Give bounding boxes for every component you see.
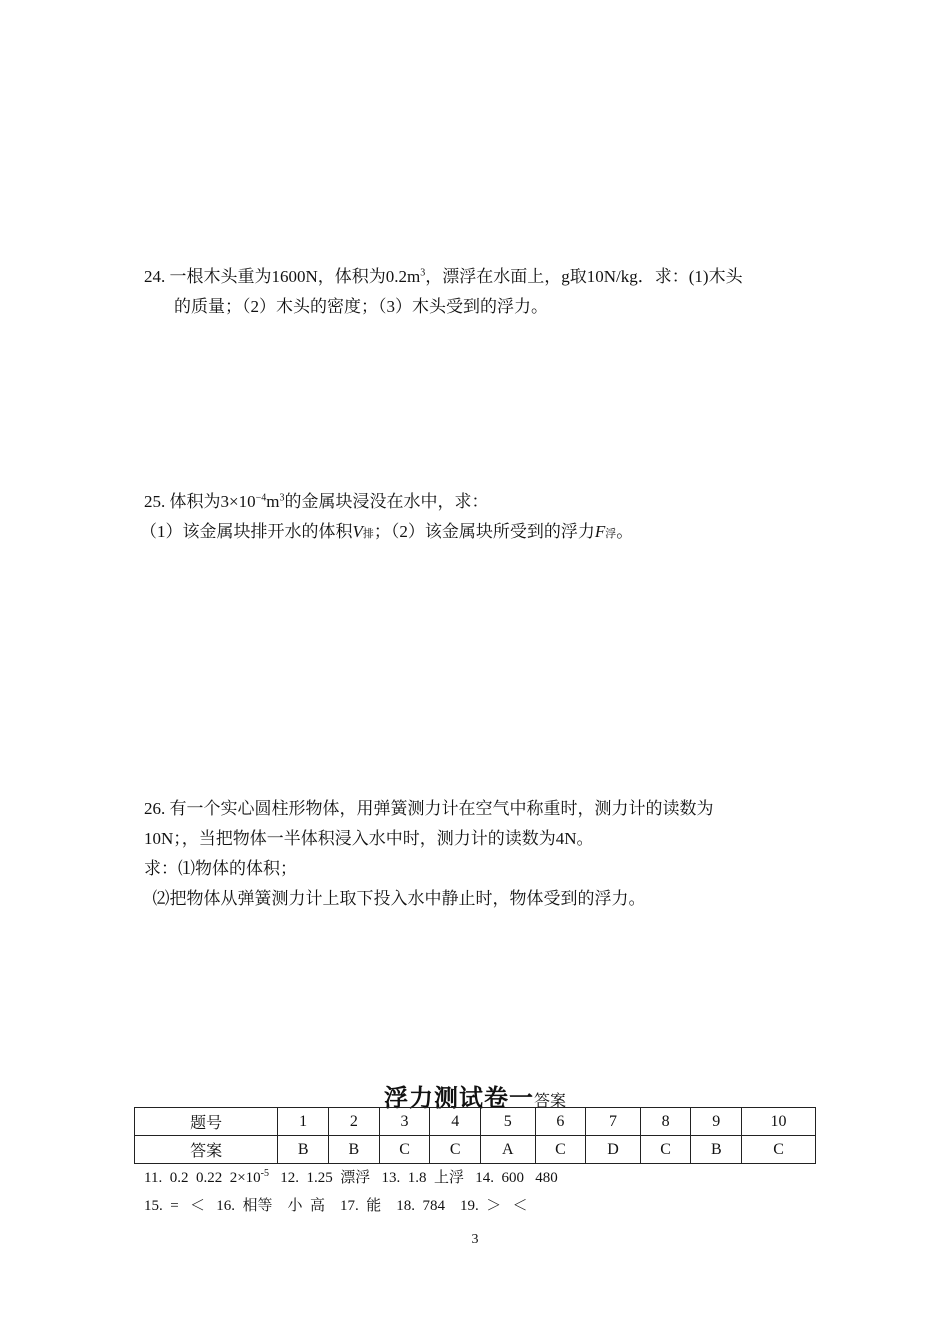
question-26-line1: 26. 有一个实心圆柱形物体，用弹簧测力计在空气中称重时，测力计的读数为 [144,799,714,818]
q24-sup: 3 [420,267,426,279]
table-cell: 10 [742,1108,816,1136]
table-cell: C [430,1136,481,1164]
table-cell: D [586,1136,641,1164]
question-25 [140,487,824,549]
question-26-line4: ⑵把物体从弹簧测力计上取下投入水中静止时，物体受到的浮力。 [144,889,646,908]
q25-period: 。 [616,522,634,541]
question-26-line3: 求：⑴物体的体积； [144,859,297,878]
question-26-line2: 10N；，当把物体一半体积浸入水中时，测力计的读数为4N。 [144,829,594,848]
answer-line-11-14 [144,1165,558,1191]
q25-part1: （1）该金属块排开水的体积 [140,522,353,541]
table-cell: 2 [329,1108,380,1136]
answer-table-row-numbers [135,1108,816,1136]
answer-line-11-14-sup: -5 [260,1168,269,1179]
table-cell: C [640,1136,691,1164]
question-24-line1 [144,262,824,292]
answer-line-11-14-b: 12. 1.25 漂浮 13. 1.8 上浮 14. 600 480 [269,1170,558,1186]
q25-part2: ；（2）该金属块所受到的浮力 [373,522,595,541]
q25-sup2: 3 [279,492,285,504]
page-number: 3 [471,1232,479,1247]
answer-line-15-19: 15. = ＜ 16. 相等 小 高 17. 能 18. 784 19. ＞ ＜ [144,1198,528,1214]
table-cell: 4 [430,1108,481,1136]
answer-line-11-14-a: 11. 0.2 0.22 2×10 [144,1170,261,1186]
table-cell: A [481,1136,536,1164]
table-cell: C [535,1136,586,1164]
q24-text-b: ，漂浮在水面上，g取10N/kg．求：(1)木头 [425,267,743,286]
table-cell: 1 [278,1108,329,1136]
table-cell: 5 [481,1108,536,1136]
q25-v-symbol: V [352,522,363,541]
question-24 [144,262,824,322]
question-24-line2: 的质量；（2）木头的密度；（3）木头受到的浮力。 [174,297,548,316]
answer-table-row-answers [135,1136,816,1164]
table-cell: B [329,1136,380,1164]
q25-text-a: 25. 体积为3×10 [144,492,256,511]
table-cell: B [691,1136,742,1164]
table-cell: 8 [640,1108,691,1136]
table-cell: 7 [586,1108,641,1136]
answer-table [134,1107,816,1164]
q25-f-sub: 浮 [605,528,617,540]
table-cell: 6 [535,1108,586,1136]
table-cell: B [278,1136,329,1164]
table-cell: 9 [691,1108,742,1136]
question-25-line2 [140,517,824,549]
answer-title-main: 浮力测试卷一 [383,1084,534,1112]
question-25-line1 [144,487,824,517]
q25-v-sub: 排 [362,528,374,540]
q25-text-c: 的金属块浸没在水中，求： [284,492,489,511]
answer-title-suffix: 答案 [533,1093,566,1110]
question-26 [144,794,824,914]
q25-sup1: −4 [255,492,267,504]
q24-text-a: 24. 一根木头重为1600N，体积为0.2m [144,267,421,286]
q25-f-symbol: F [594,522,606,541]
table-cell: C [742,1136,816,1164]
table-cell: 题号 [135,1108,278,1136]
table-cell: 3 [379,1108,430,1136]
q25-text-b: m [266,492,280,511]
table-cell: C [379,1136,430,1164]
table-cell: 答案 [135,1136,278,1164]
